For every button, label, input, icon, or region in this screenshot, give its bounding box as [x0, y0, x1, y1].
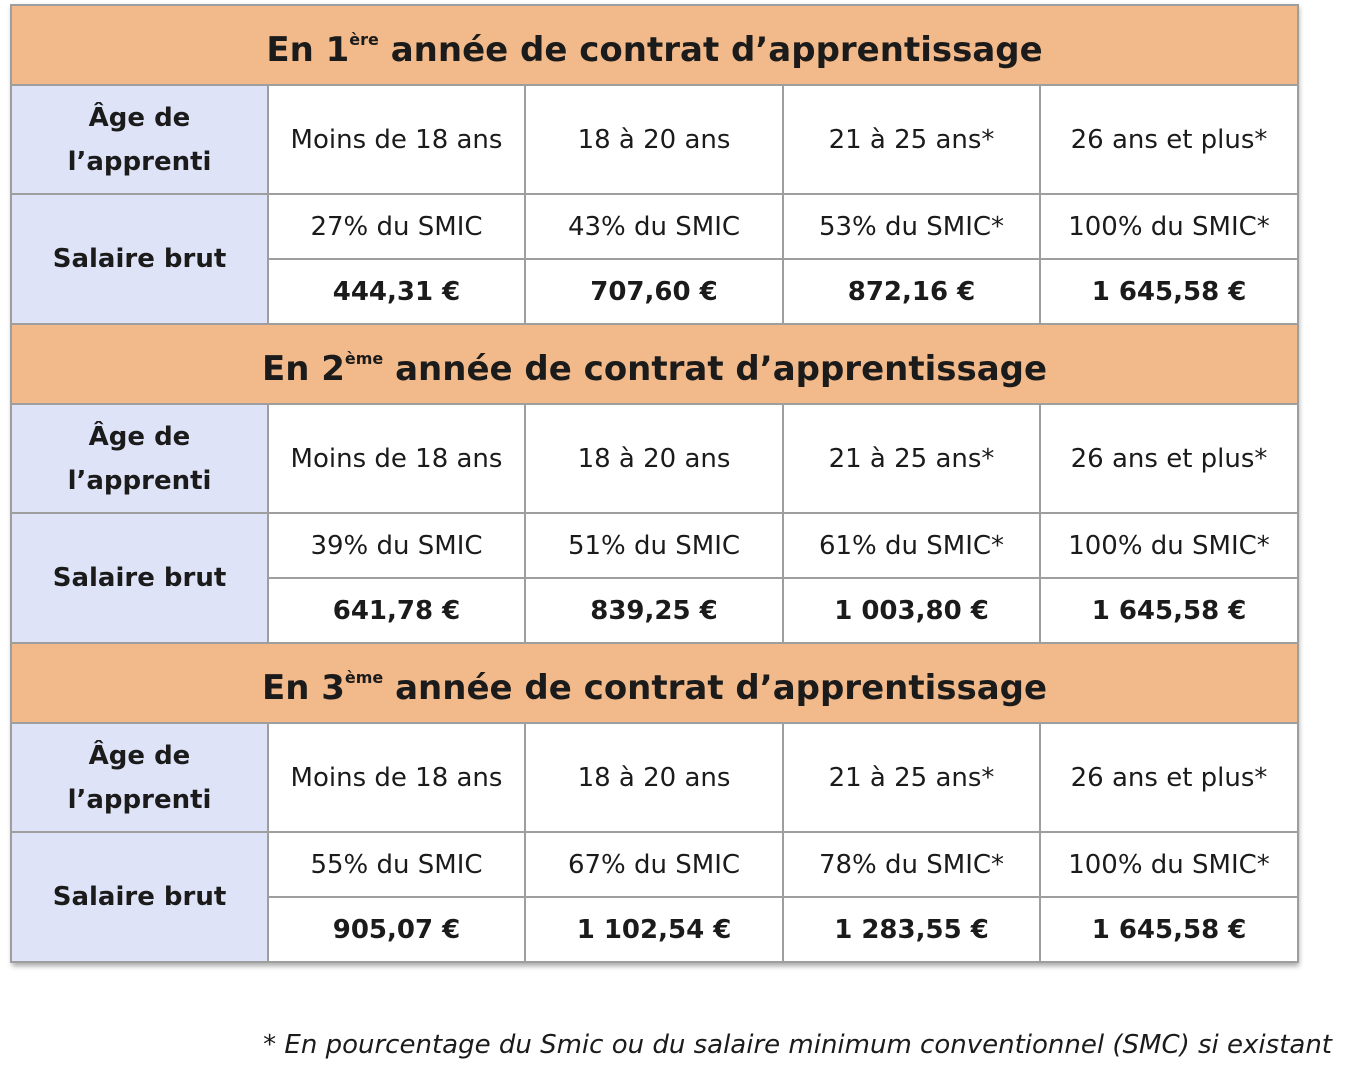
year-title-ordinal: ème	[344, 349, 384, 368]
year-title-ordinal: ème	[344, 668, 384, 687]
year-header	[11, 643, 1298, 723]
year-header-row	[11, 324, 1298, 404]
salary-table-container	[10, 4, 1297, 963]
age-cell: 26 ans et plus*	[1040, 85, 1298, 194]
percentage-cell: 100% du SMIC*	[1040, 194, 1298, 259]
age-label-cell: Âge de l’apprenti	[11, 404, 268, 513]
age-cell: 26 ans et plus*	[1040, 404, 1298, 513]
age-cell: 21 à 25 ans*	[783, 404, 1040, 513]
amount-cell: 905,07 €	[268, 897, 525, 962]
salary-label-cell: Salaire brut	[11, 194, 268, 324]
percentage-cell: 67% du SMIC	[525, 832, 783, 897]
percentage-cell: 27% du SMIC	[268, 194, 525, 259]
year-header	[11, 324, 1298, 404]
year-title-prefix: En 1	[266, 30, 350, 70]
percentage-cell: 61% du SMIC*	[783, 513, 1040, 578]
amount-cell: 707,60 €	[525, 259, 783, 324]
amount-cell: 1 102,54 €	[525, 897, 783, 962]
age-cell: Moins de 18 ans	[268, 85, 525, 194]
age-cell: Moins de 18 ans	[268, 723, 525, 832]
salary-label-cell: Salaire brut	[11, 832, 268, 962]
amount-cell: 1 645,58 €	[1040, 578, 1298, 643]
amount-cell: 1 645,58 €	[1040, 259, 1298, 324]
year-title-suffix: année de contrat d’apprentissage	[383, 668, 1048, 708]
percentage-cell: 51% du SMIC	[525, 513, 783, 578]
age-row	[11, 85, 1298, 194]
salary-label-cell: Salaire brut	[11, 513, 268, 643]
footnote: * En pourcentage du Smic ou du salaire minimum conventionnel (SMC) si existant	[263, 1030, 1332, 1060]
age-cell: 21 à 25 ans*	[783, 723, 1040, 832]
percentage-cell: 100% du SMIC*	[1040, 513, 1298, 578]
age-label-cell: Âge de l’apprenti	[11, 85, 268, 194]
percentage-cell: 55% du SMIC	[268, 832, 525, 897]
age-row	[11, 723, 1298, 832]
year-title-suffix: année de contrat d’apprentissage	[383, 349, 1048, 389]
percentage-row	[11, 513, 1298, 578]
percentage-cell: 39% du SMIC	[268, 513, 525, 578]
year-title-suffix: année de contrat d’apprentissage	[378, 30, 1043, 70]
year-header-row	[11, 5, 1298, 85]
age-cell: 21 à 25 ans*	[783, 85, 1040, 194]
percentage-cell: 78% du SMIC*	[783, 832, 1040, 897]
age-cell: 18 à 20 ans	[525, 85, 783, 194]
amount-cell: 872,16 €	[783, 259, 1040, 324]
age-cell: 18 à 20 ans	[525, 404, 783, 513]
amount-cell: 1 003,80 €	[783, 578, 1040, 643]
year-header-row	[11, 643, 1298, 723]
age-cell: Moins de 18 ans	[268, 404, 525, 513]
age-row	[11, 404, 1298, 513]
percentage-cell: 43% du SMIC	[525, 194, 783, 259]
year-title-prefix: En 2	[261, 349, 345, 389]
amount-cell: 839,25 €	[525, 578, 783, 643]
age-label-cell: Âge de l’apprenti	[11, 723, 268, 832]
apprentice-salary-table	[10, 4, 1299, 963]
year-title-prefix: En 3	[261, 668, 345, 708]
percentage-cell: 53% du SMIC*	[783, 194, 1040, 259]
amount-cell: 1 283,55 €	[783, 897, 1040, 962]
amount-cell: 444,31 €	[268, 259, 525, 324]
percentage-row	[11, 194, 1298, 259]
percentage-row	[11, 832, 1298, 897]
year-header	[11, 5, 1298, 85]
age-cell: 18 à 20 ans	[525, 723, 783, 832]
age-cell: 26 ans et plus*	[1040, 723, 1298, 832]
amount-cell: 1 645,58 €	[1040, 897, 1298, 962]
percentage-cell: 100% du SMIC*	[1040, 832, 1298, 897]
amount-cell: 641,78 €	[268, 578, 525, 643]
year-title-ordinal: ère	[349, 30, 379, 49]
